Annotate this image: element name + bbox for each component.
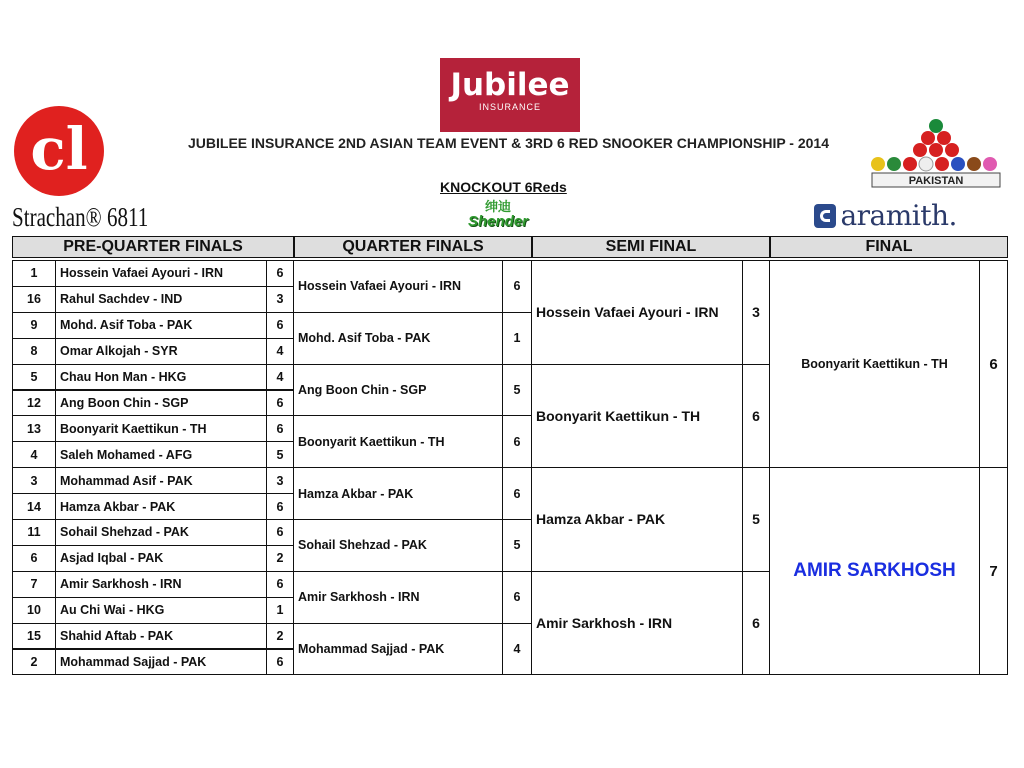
quarter-player-name: Mohd. Asif Toba - PAK — [293, 312, 503, 365]
seed-number: 6 — [12, 545, 56, 572]
quarter-score: 5 — [502, 519, 532, 572]
jubilee-insurance-logo — [440, 58, 580, 132]
quarter-score: 1 — [502, 312, 532, 365]
jubilee-logo-word: Jubilee — [450, 67, 570, 103]
player-name: Chau Hon Man - HKG — [55, 364, 267, 391]
player-name: Shahid Aftab - PAK — [55, 623, 267, 650]
seed-number: 2 — [12, 649, 56, 676]
quarter-player-name: Hamza Akbar - PAK — [293, 467, 503, 520]
seed-number: 13 — [12, 415, 56, 442]
quarter-player-name: Ang Boon Chin - SGP — [293, 364, 503, 417]
quarter-player-name: Hossein Vafaei Ayouri - IRN — [293, 260, 503, 313]
semi-score: 3 — [742, 260, 770, 365]
player-score: 6 — [266, 519, 294, 546]
seed-number: 5 — [12, 364, 56, 391]
player-score: 6 — [266, 312, 294, 339]
shender-logo-cn: 绅迪 — [484, 199, 511, 214]
quarter-score: 5 — [502, 364, 532, 417]
player-name: Asjad Iqbal - PAK — [55, 545, 267, 572]
pakistan-logo-text: PAKISTAN — [908, 175, 964, 187]
player-name: Mohd. Asif Toba - PAK — [55, 312, 267, 339]
player-name: Mohammad Asif - PAK — [55, 467, 267, 494]
semi-score: 6 — [742, 571, 770, 676]
jubilee-logo-sub: INSURANCE — [478, 102, 541, 112]
player-score: 6 — [266, 415, 294, 442]
player-score: 6 — [266, 390, 294, 417]
player-score: 2 — [266, 623, 294, 650]
player-name: Rahul Sachdev - IND — [55, 286, 267, 313]
header-pre-quarter: PRE-QUARTER FINALS — [12, 236, 294, 258]
player-score: 4 — [266, 364, 294, 391]
quarter-player-name: Boonyarit Kaettikun - TH — [293, 415, 503, 468]
aramith-logo — [814, 199, 957, 233]
semi-player-name: Hamza Akbar - PAK — [531, 467, 743, 572]
header-semi: SEMI FINAL — [532, 236, 770, 258]
player-score: 3 — [266, 467, 294, 494]
seed-number: 3 — [12, 467, 56, 494]
semi-score: 5 — [742, 467, 770, 572]
player-name: Boonyarit Kaettikun - TH — [55, 415, 267, 442]
player-name: Hossein Vafaei Ayouri - IRN — [55, 260, 267, 287]
seed-number: 9 — [12, 312, 56, 339]
cl-logo-letters: cl — [30, 115, 88, 183]
player-score: 3 — [266, 286, 294, 313]
quarter-score: 6 — [502, 571, 532, 624]
player-score: 6 — [266, 571, 294, 598]
quarter-player-name: Sohail Shehzad - PAK — [293, 519, 503, 572]
seed-number: 15 — [12, 623, 56, 650]
aramith-mark-icon — [814, 204, 836, 228]
header-quarter: QUARTER FINALS — [294, 236, 532, 258]
final-player-name: Boonyarit Kaettikun - TH — [769, 260, 980, 468]
final-score: 6 — [979, 260, 1008, 468]
cl-logo — [14, 106, 104, 196]
semi-player-name: Amir Sarkhosh - IRN — [531, 571, 743, 676]
shender-logo — [456, 200, 540, 234]
player-name: Saleh Mohamed - AFG — [55, 441, 267, 468]
player-score: 5 — [266, 441, 294, 468]
page-title: JUBILEE INSURANCE 2ND ASIAN TEAM EVENT & 3RD 6 RED SNOOKER CHAMPIONSHIP - 2014 — [188, 135, 829, 151]
player-name: Ang Boon Chin - SGP — [55, 390, 267, 417]
player-name: Mohammad Sajjad - PAK — [55, 649, 267, 676]
player-score: 6 — [266, 649, 294, 676]
player-name: Amir Sarkhosh - IRN — [55, 571, 267, 598]
shender-logo-en: Shender — [467, 213, 528, 230]
pakistan-snooker-logo — [866, 118, 1006, 190]
final-score: 7 — [979, 467, 1008, 675]
player-name: Sohail Shehzad - PAK — [55, 519, 267, 546]
seed-number: 1 — [12, 260, 56, 287]
player-name: Au Chi Wai - HKG — [55, 597, 267, 624]
quarter-player-name: Mohammad Sajjad - PAK — [293, 623, 503, 676]
quarter-score: 4 — [502, 623, 532, 676]
quarter-player-name: Amir Sarkhosh - IRN — [293, 571, 503, 624]
champion-name: AMIR SARKHOSH — [769, 467, 980, 675]
page-subtitle: KNOCKOUT 6Reds — [440, 179, 567, 195]
quarter-score: 6 — [502, 415, 532, 468]
seed-number: 7 — [12, 571, 56, 598]
knockout-bracket — [12, 236, 1008, 674]
semi-player-name: Boonyarit Kaettikun - TH — [531, 364, 743, 469]
seed-number: 4 — [12, 441, 56, 468]
seed-number: 14 — [12, 493, 56, 520]
seed-number: 8 — [12, 338, 56, 365]
quarter-score: 6 — [502, 467, 532, 520]
seed-number: 16 — [12, 286, 56, 313]
seed-number: 10 — [12, 597, 56, 624]
seed-number: 12 — [12, 390, 56, 417]
player-name: Omar Alkojah - SYR — [55, 338, 267, 365]
seed-number: 11 — [12, 519, 56, 546]
player-score: 6 — [266, 260, 294, 287]
player-name: Hamza Akbar - PAK — [55, 493, 267, 520]
player-score: 6 — [266, 493, 294, 520]
semi-player-name: Hossein Vafaei Ayouri - IRN — [531, 260, 743, 365]
player-score: 2 — [266, 545, 294, 572]
quarter-score: 6 — [502, 260, 532, 313]
aramith-logo-word: aramith. — [840, 199, 957, 232]
header-final: FINAL — [770, 236, 1008, 258]
player-score: 4 — [266, 338, 294, 365]
strachan-logo: Strachan® 6811 — [12, 202, 149, 232]
player-score: 1 — [266, 597, 294, 624]
semi-score: 6 — [742, 364, 770, 469]
